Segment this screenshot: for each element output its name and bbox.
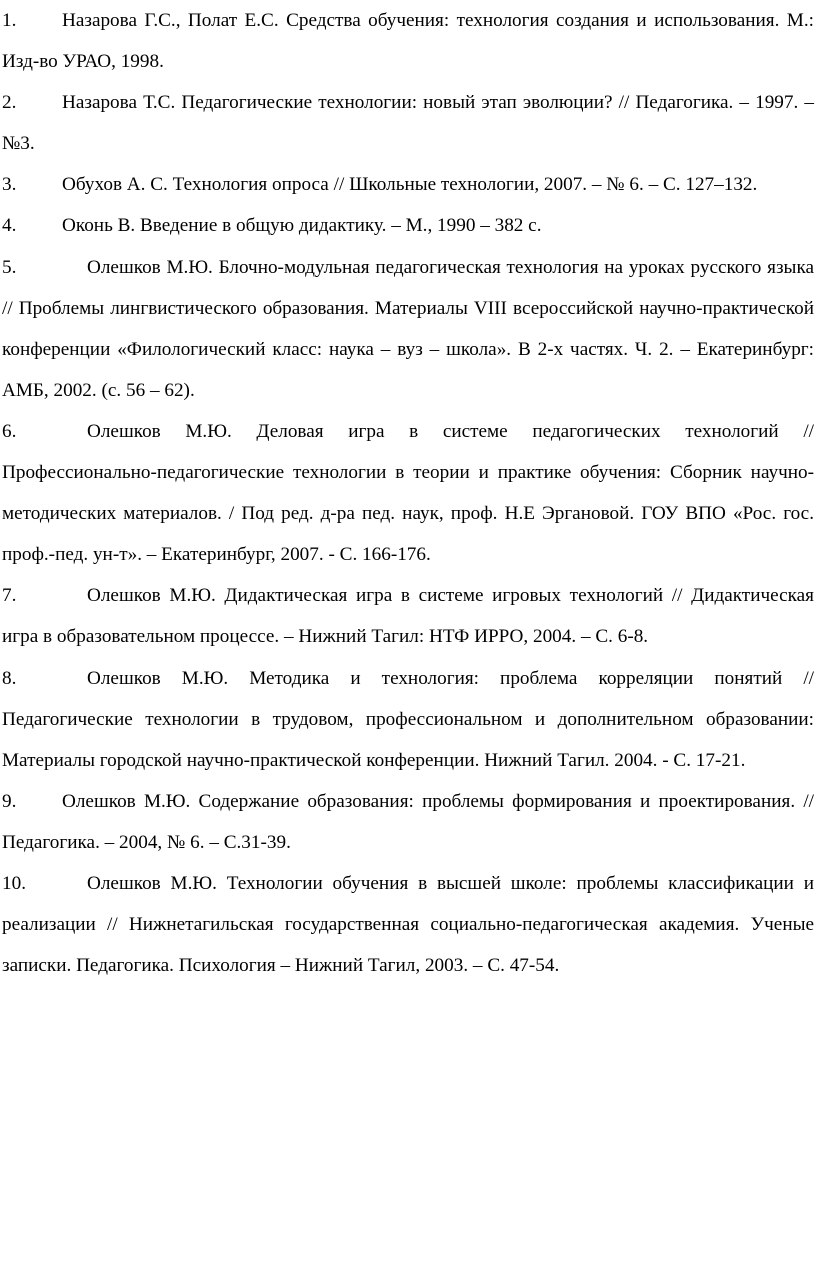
reference-text: Назарова Г.С., Полат Е.С. Средства обучения: технология создания и использования. М.: Изд-во УРАО, 1998. xyxy=(2,10,814,73)
reference-item xyxy=(2,205,814,246)
reference-number: 7. xyxy=(2,585,17,607)
reference-text: Олешков М.Ю. Технологии обучения в высшей школе: проблемы классификации и реализации // Нижнетагильская государственная социально-педагогическая академия. Ученые записки. Педагогика. Психология – Нижний Тагил, 2003. – С. 47-54. xyxy=(2,872,814,977)
reference-item xyxy=(2,0,814,82)
reference-item xyxy=(2,411,814,575)
reference-number: 10. xyxy=(2,872,26,894)
reference-number: 8. xyxy=(2,667,17,689)
reference-item xyxy=(2,575,814,657)
reference-text: Олешков М.Ю. Дидактическая игра в системе игровых технологий // Дидактическая игра в образовательном процессе. – Нижний Тагил: НТФ ИРРО, 2004. – С. 6-8. xyxy=(2,585,814,648)
reference-list xyxy=(2,0,814,986)
reference-text: Назарова Т.С. Педагогические технологии: новый этап эволюции? // Педагогика. – 1997. – №3. xyxy=(2,92,814,155)
reference-number: 6. xyxy=(2,420,17,442)
reference-item xyxy=(2,82,814,164)
reference-item xyxy=(2,658,814,781)
reference-text: Олешков М.Ю. Содержание образования: проблемы формирования и проектирования. // Педагогика. – 2004, № 6. – С.31-39. xyxy=(2,790,814,853)
reference-text: Олешков М.Ю. Блочно-модульная педагогическая технология на уроках русского языка // Проблемы лингвистического образования. Материалы VIII всероссийской научно-практической конференции «Филологический класс: наука – вуз – школа». В 2-х частях. Ч. 2. – Екатеринбург: АМБ, 2002. (с. 56 – 62). xyxy=(2,256,814,401)
reference-item xyxy=(2,164,814,205)
reference-text: Оконь В. Введение в общую дидактику. – М., 1990 – 382 с. xyxy=(62,215,542,237)
reference-item xyxy=(2,781,814,863)
reference-number: 2. xyxy=(2,92,17,114)
reference-text: Обухов А. С. Технология опроса // Школьные технологии, 2007. – № 6. – С. 127–132. xyxy=(62,174,758,196)
reference-item xyxy=(2,863,814,986)
reference-number: 3. xyxy=(2,174,17,196)
reference-number: 4. xyxy=(2,215,17,237)
reference-number: 5. xyxy=(2,256,17,278)
reference-item xyxy=(2,247,814,411)
reference-text: Олешков М.Ю. Деловая игра в системе педагогических технологий // Профессионально-педагогические технологии в теории и практике обучения: Сборник научно-методических материалов. / Под ред. д-ра пед. наук, проф. Н.Е Эргановой. ГОУ ВПО «Рос. гос. проф.-пед. ун-т». – Екатеринбург, 2007. - С. 166-176. xyxy=(2,420,814,566)
reference-number: 9. xyxy=(2,790,17,812)
reference-number: 1. xyxy=(2,10,17,31)
reference-text: Олешков М.Ю. Методика и технология: проблема корреляции понятий // Педагогические технологии в трудовом, профессиональном и дополнительном образовании: Материалы городской научно-практической конференции. Нижний Тагил. 2004. - С. 17-21. xyxy=(2,667,814,771)
